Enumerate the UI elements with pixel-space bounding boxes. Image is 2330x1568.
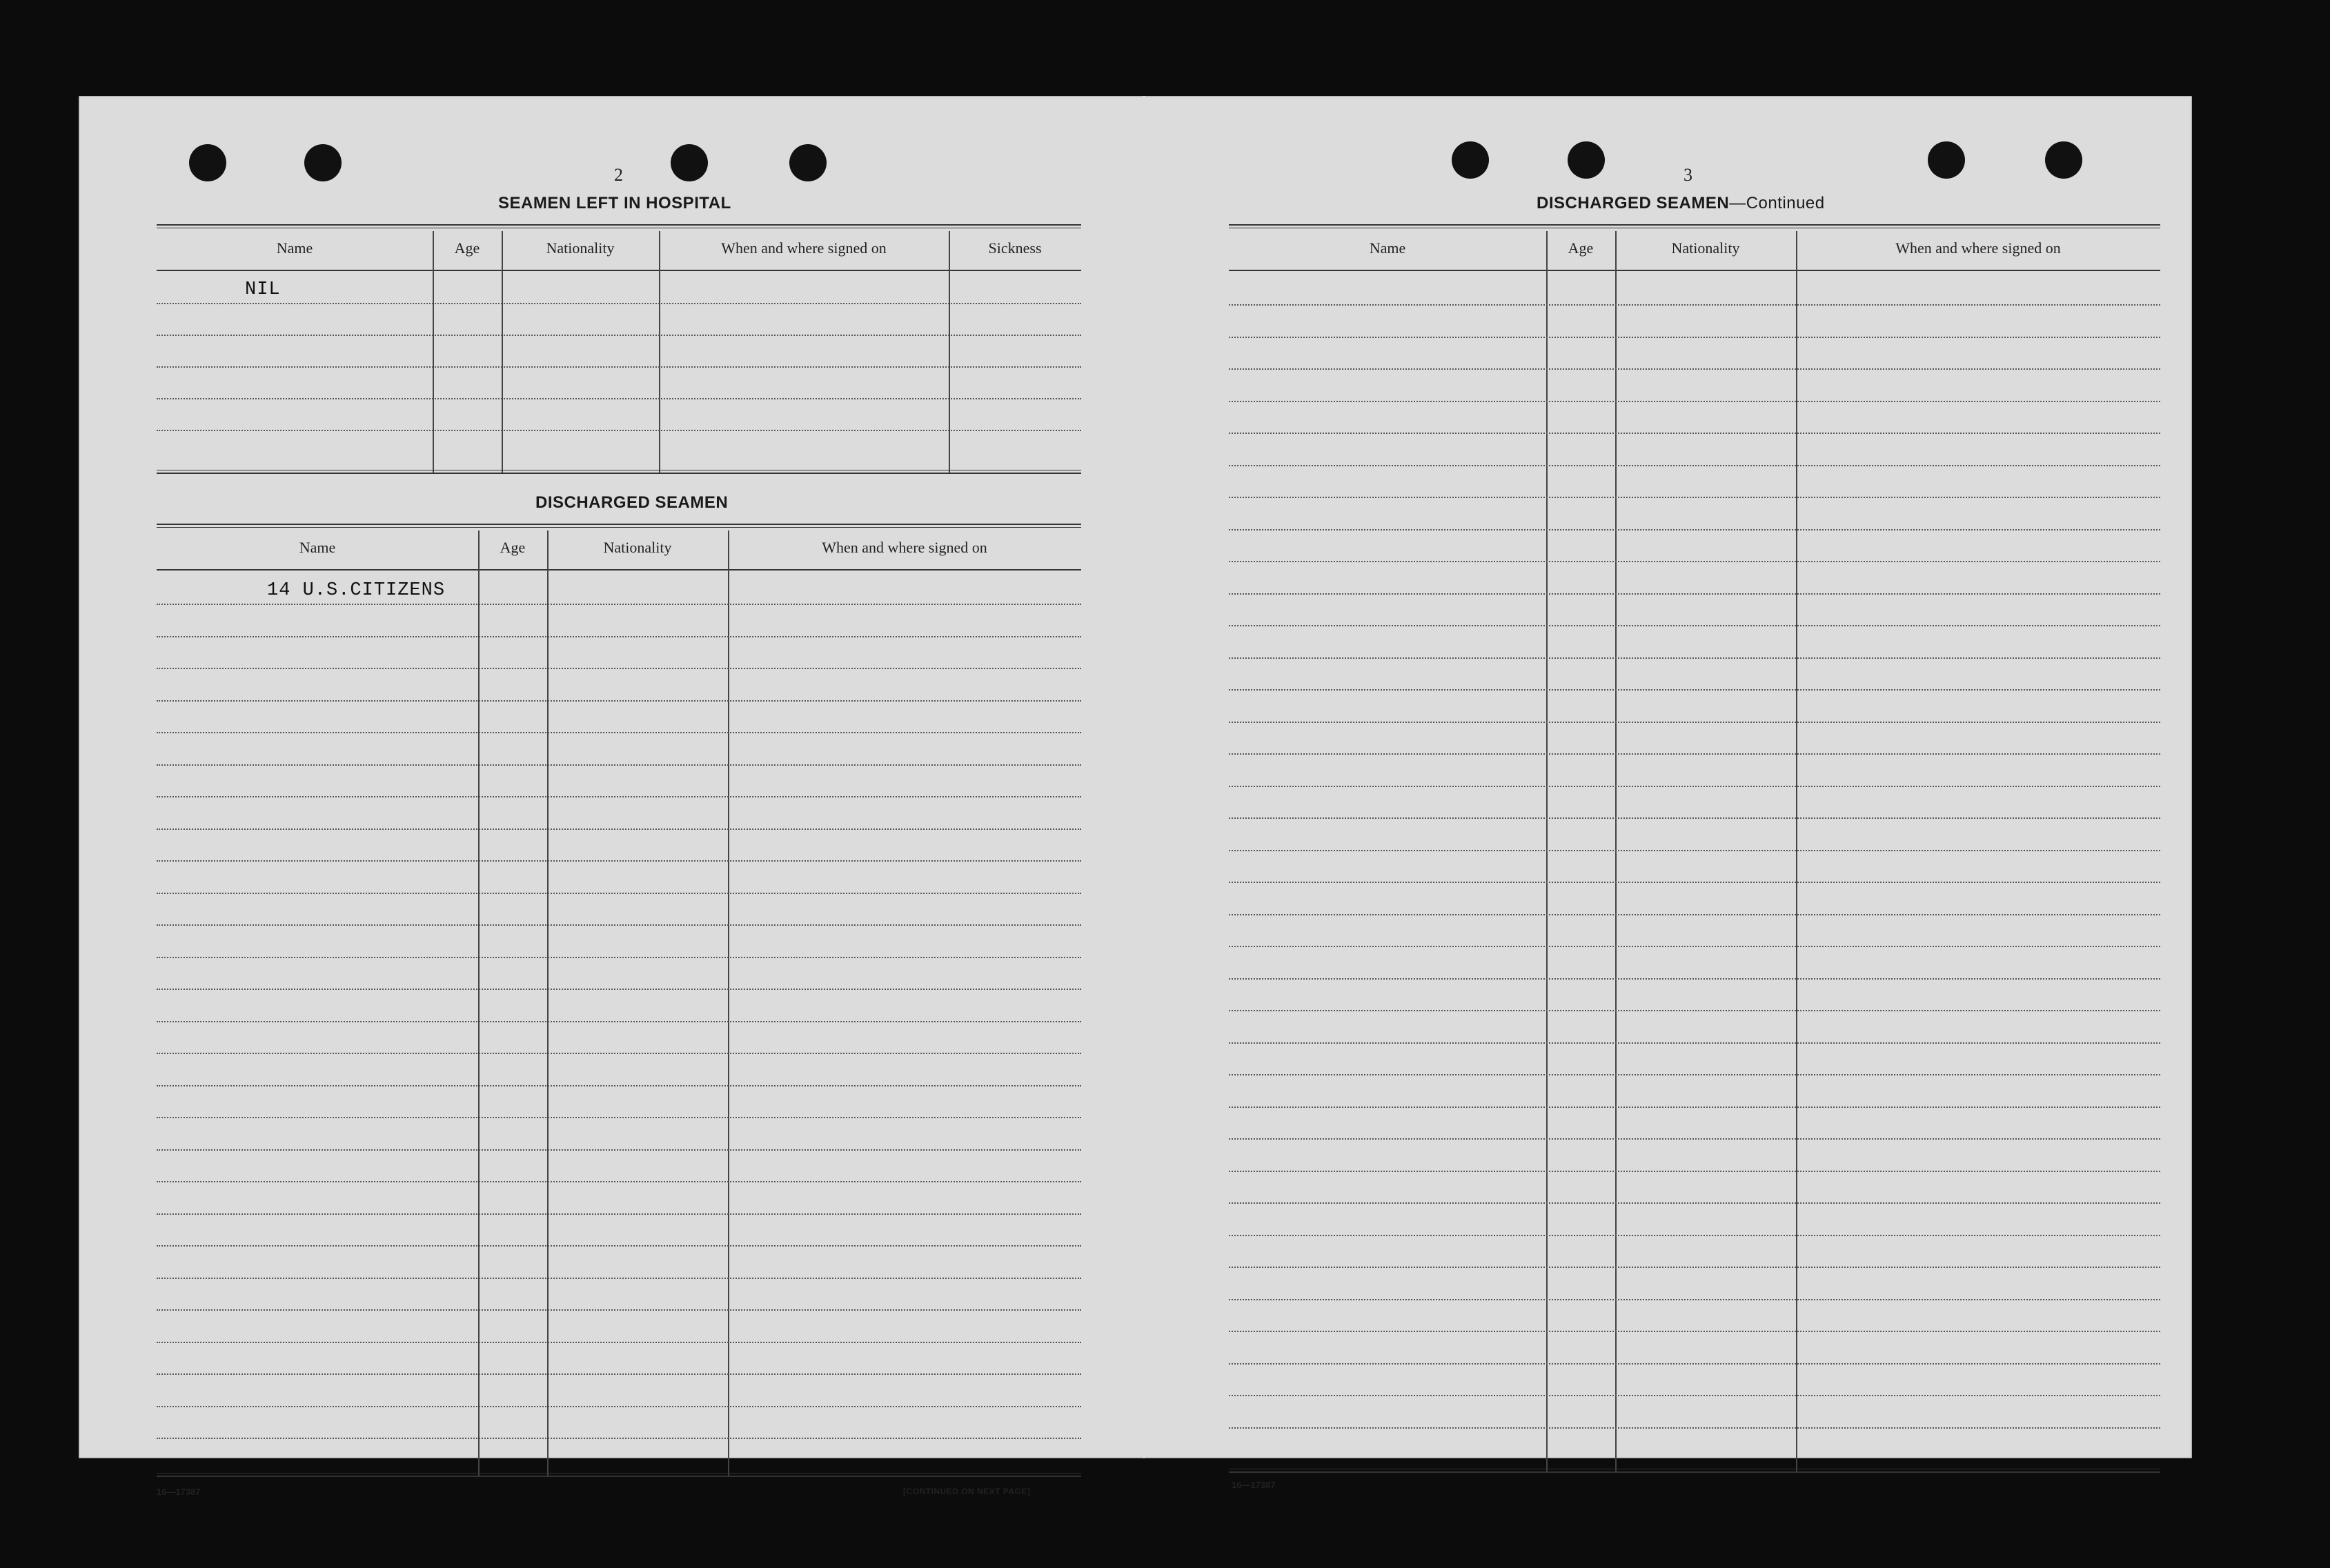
- table-header: [157, 530, 1081, 570]
- column-divider: [1796, 231, 1797, 1473]
- table-bottom-rule: [1229, 1469, 2160, 1473]
- title-main: DISCHARGED SEAMEN: [1537, 194, 1730, 212]
- hospital-table: [157, 224, 1081, 474]
- column-divider: [949, 231, 950, 474]
- row-rule: [1229, 625, 2160, 626]
- row-rule: [1229, 657, 2160, 659]
- discharged-entry: 14 U.S.CITIZENS: [267, 580, 446, 601]
- row-rule: [157, 893, 1081, 894]
- row-rule: [1229, 946, 2160, 947]
- row-rule: [157, 1373, 1081, 1375]
- row-rule: [157, 1406, 1081, 1407]
- row-rule: [1229, 1042, 2160, 1044]
- row-rule: [157, 1342, 1081, 1343]
- discharged-table: [157, 524, 1081, 1477]
- column-header-sickness: Sickness: [988, 239, 1042, 257]
- row-rule: [1229, 401, 2160, 402]
- row-rule: [157, 1245, 1081, 1247]
- form-number: 16—17387: [1232, 1480, 1276, 1490]
- column-divider: [433, 231, 434, 474]
- row-rule: [1229, 882, 2160, 883]
- column-header-signed-on: When and where signed on: [1895, 239, 2061, 257]
- row-rule: [1229, 1106, 2160, 1108]
- row-rule: [1229, 1171, 2160, 1172]
- row-rule: [157, 1085, 1081, 1086]
- row-rule: [1229, 1138, 2160, 1140]
- row-rule: [157, 828, 1081, 830]
- row-rule: [1229, 368, 2160, 370]
- title-continued: —Continued: [1729, 194, 1825, 212]
- row-rule: [157, 636, 1081, 637]
- row-rule: [1229, 1299, 2160, 1300]
- table-top-rule: [157, 524, 1081, 528]
- column-divider: [478, 530, 480, 1477]
- column-divider: [728, 530, 729, 1477]
- document-sheet: [79, 96, 2192, 1497]
- row-rule: [157, 989, 1081, 990]
- page-number: 2: [614, 165, 623, 185]
- continued-note: [CONTINUED ON NEXT PAGE]: [903, 1487, 1031, 1496]
- row-rule: [1229, 561, 2160, 562]
- row-rule: [157, 303, 1081, 304]
- row-rule: [157, 700, 1081, 702]
- row-rule: [1229, 914, 2160, 915]
- table-top-rule: [1229, 224, 2160, 228]
- column-divider: [659, 231, 660, 474]
- row-rule: [1229, 304, 2160, 306]
- row-rule: [157, 1278, 1081, 1279]
- row-rule: [1229, 850, 2160, 851]
- column-header-signed-on: When and where signed on: [822, 539, 987, 556]
- column-header-signed-on: When and where signed on: [721, 239, 887, 257]
- column-divider: [502, 231, 503, 474]
- table-bottom-rule: [157, 470, 1081, 474]
- row-rule: [1229, 1010, 2160, 1011]
- row-rule: [1229, 1395, 2160, 1396]
- column-header-age: Age: [454, 239, 480, 257]
- right-page: [1145, 96, 2192, 1490]
- row-rule: [157, 398, 1081, 399]
- left-page: [79, 96, 1145, 1497]
- row-rule: [157, 1438, 1081, 1439]
- row-rule: [157, 430, 1081, 431]
- row-rule: [157, 1213, 1081, 1215]
- table-header: [1229, 231, 2160, 271]
- column-header-age: Age: [1568, 239, 1594, 257]
- discharged-continued-table: [1229, 224, 2160, 1473]
- table-top-rule: [157, 224, 1081, 228]
- row-rule: [1229, 1427, 2160, 1429]
- column-header-name: Name: [276, 239, 313, 257]
- column-header-age: Age: [500, 539, 526, 556]
- row-rule: [1229, 1074, 2160, 1075]
- row-rule: [157, 1181, 1081, 1182]
- row-rule: [157, 604, 1081, 605]
- discharged-section-title: DISCHARGED SEAMEN: [535, 493, 729, 512]
- row-rule: [157, 764, 1081, 766]
- row-rule: [1229, 722, 2160, 723]
- row-rule: [1229, 433, 2160, 434]
- column-header-nationality: Nationality: [546, 239, 615, 257]
- row-rule: [1229, 593, 2160, 595]
- row-rule: [157, 335, 1081, 336]
- row-rule: [157, 732, 1081, 733]
- row-rule: [1229, 978, 2160, 980]
- row-rule: [157, 1053, 1081, 1054]
- row-rule: [157, 796, 1081, 797]
- row-rule: [1229, 689, 2160, 691]
- row-rule: [1229, 817, 2160, 819]
- row-rule: [157, 366, 1081, 368]
- row-rule: [157, 668, 1081, 669]
- hospital-section-title: SEAMEN LEFT IN HOSPITAL: [498, 194, 731, 212]
- column-header-nationality: Nationality: [603, 539, 672, 556]
- row-rule: [1229, 1363, 2160, 1364]
- table-bottom-rule: [157, 1473, 1081, 1477]
- table-header: [157, 231, 1081, 271]
- column-divider: [1615, 231, 1617, 1473]
- row-rule: [1229, 1331, 2160, 1332]
- column-header-name: Name: [299, 539, 336, 556]
- discharged-continued-title: [1537, 194, 1825, 213]
- column-header-name: Name: [1369, 239, 1406, 257]
- row-rule: [1229, 1235, 2160, 1236]
- column-divider: [547, 530, 549, 1477]
- row-rule: [1229, 497, 2160, 498]
- page-number: 3: [1684, 165, 1692, 185]
- row-rule: [157, 1149, 1081, 1151]
- row-rule: [1229, 529, 2160, 530]
- row-rule: [157, 957, 1081, 958]
- row-rule: [157, 1117, 1081, 1118]
- row-rule: [1229, 465, 2160, 466]
- row-rule: [1229, 753, 2160, 755]
- form-number: 16—17387: [157, 1487, 201, 1497]
- column-divider: [1546, 231, 1548, 1473]
- row-rule: [157, 860, 1081, 862]
- row-rule: [1229, 786, 2160, 787]
- row-rule: [157, 1021, 1081, 1022]
- row-rule: [1229, 337, 2160, 338]
- row-rule: [157, 924, 1081, 926]
- row-rule: [1229, 1267, 2160, 1268]
- column-header-nationality: Nationality: [1671, 239, 1740, 257]
- row-rule: [1229, 1202, 2160, 1204]
- row-rule: [157, 1309, 1081, 1311]
- hospital-entry: NIL: [245, 279, 281, 300]
